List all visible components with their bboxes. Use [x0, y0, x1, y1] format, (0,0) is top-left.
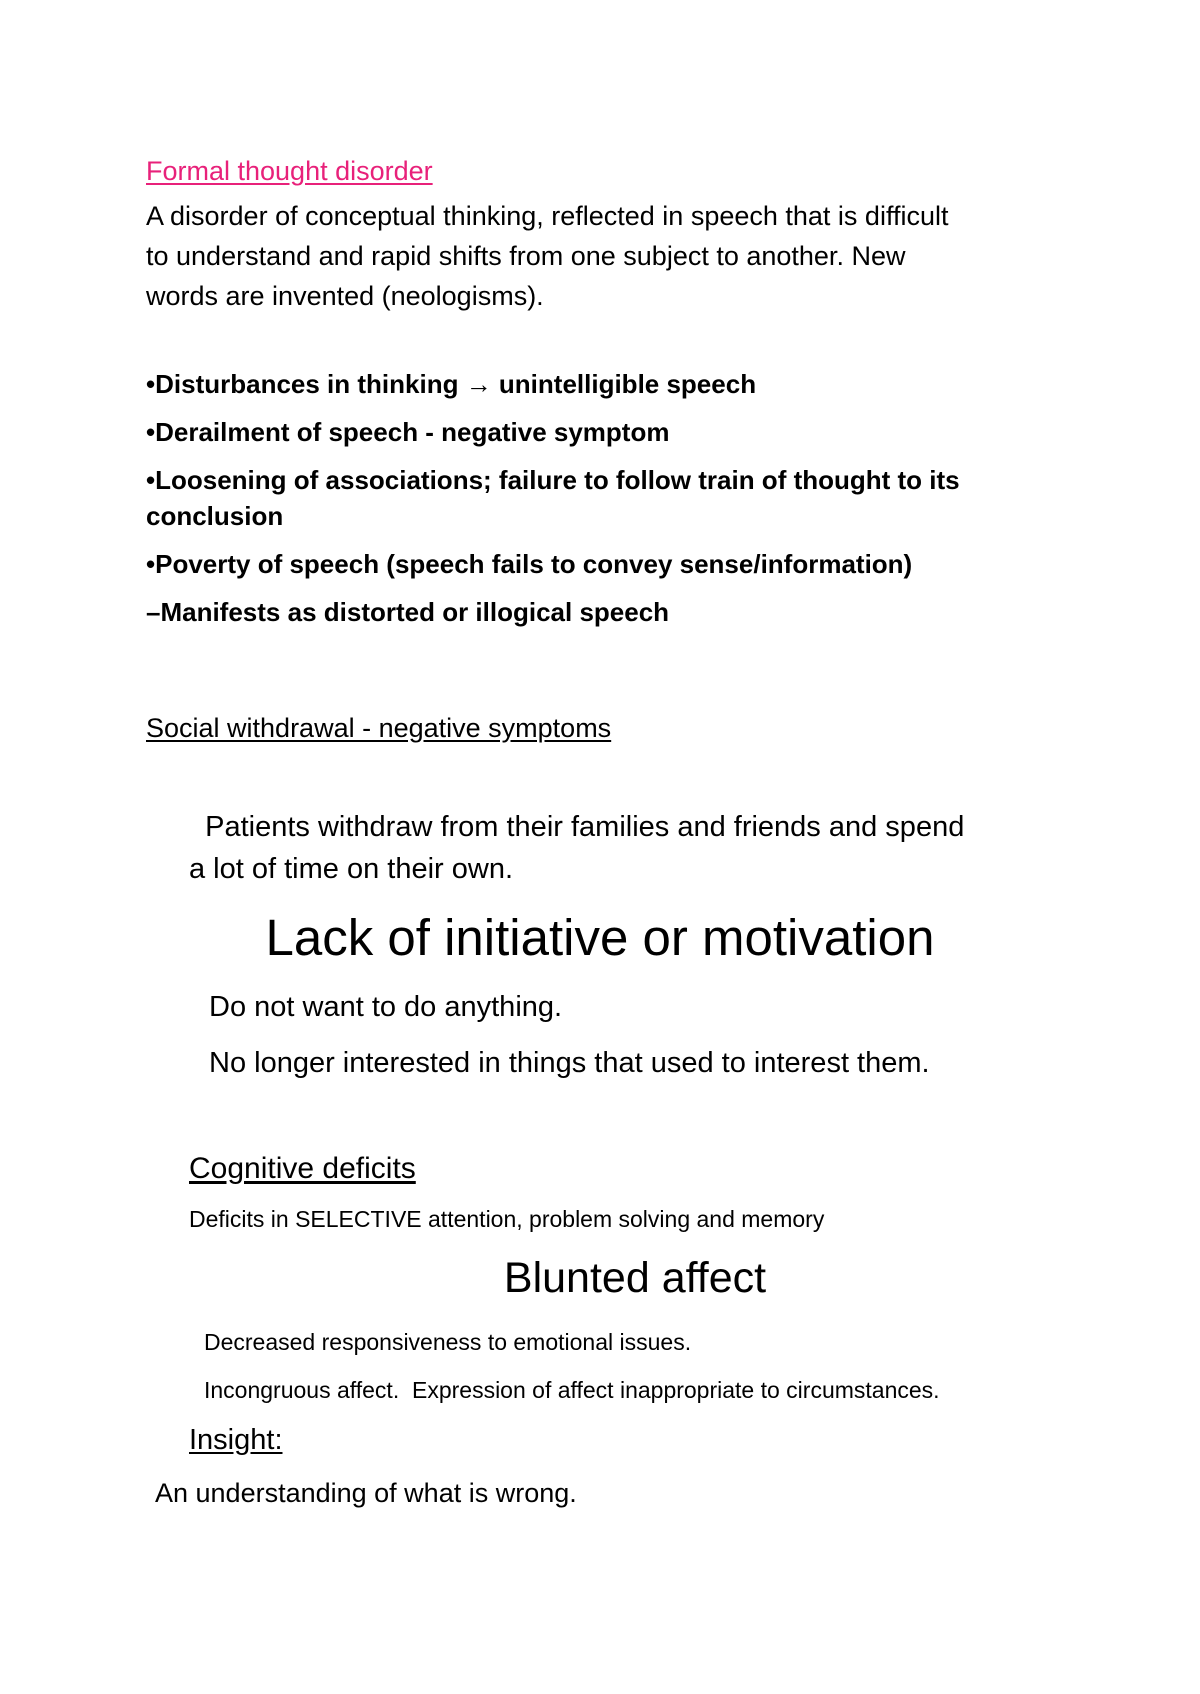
formal-intro-paragraph [146, 196, 948, 316]
bullet-item-continuation: conclusion [146, 501, 284, 531]
social-line: a lot of time on their own. [189, 853, 513, 885]
bullet-item: •Disturbances in thinking → unintelligible speech [146, 369, 757, 399]
social-line: Patients withdraw from their families and friends and spend [189, 811, 965, 843]
cognitive-deficits-text: Deficits in SELECTIVE attention, problem solving and memory [189, 1206, 825, 1232]
blunted-item: Incongruous affect. Expression of affect inappropriate to circumstances. [204, 1377, 940, 1403]
blunted-affect-heading: Blunted affect [503, 1254, 767, 1302]
intro-line: words are invented (neologisms). [146, 281, 544, 311]
intro-line: A disorder of conceptual thinking, reflected in speech that is difficult [146, 201, 949, 231]
intro-line: to understand and rapid shifts from one subject to another. New [146, 241, 906, 271]
blunted-item: Decreased responsiveness to emotional issues. [204, 1329, 692, 1355]
cognitive-deficits-heading: Cognitive deficits [189, 1152, 416, 1185]
lack-item: Do not want to do anything. [209, 991, 563, 1023]
formal-bullet-list [146, 366, 960, 642]
bullet-item: –Manifests as distorted or illogical speech [146, 597, 670, 627]
bullet-item: •Loosening of associations; failure to follow train of thought to its [146, 465, 960, 495]
social-withdrawal-paragraph [189, 806, 964, 890]
formal-thought-disorder-heading: Formal thought disorder [146, 156, 433, 186]
bullet-item: •Derailment of speech - negative symptom [146, 417, 670, 447]
lack-of-initiative-list [209, 985, 930, 1097]
blunted-affect-list [204, 1326, 940, 1422]
bullet-item: •Poverty of speech (speech fails to convey sense/information) [146, 549, 913, 579]
lack-of-initiative-heading: Lack of initiative or motivation [265, 909, 935, 966]
insight-heading: Insight: [189, 1424, 283, 1456]
insight-text: An understanding of what is wrong. [155, 1478, 577, 1508]
lack-item: No longer interested in things that used to interest them. [209, 1047, 930, 1079]
social-withdrawal-heading: Social withdrawal - negative symptoms [146, 713, 612, 743]
